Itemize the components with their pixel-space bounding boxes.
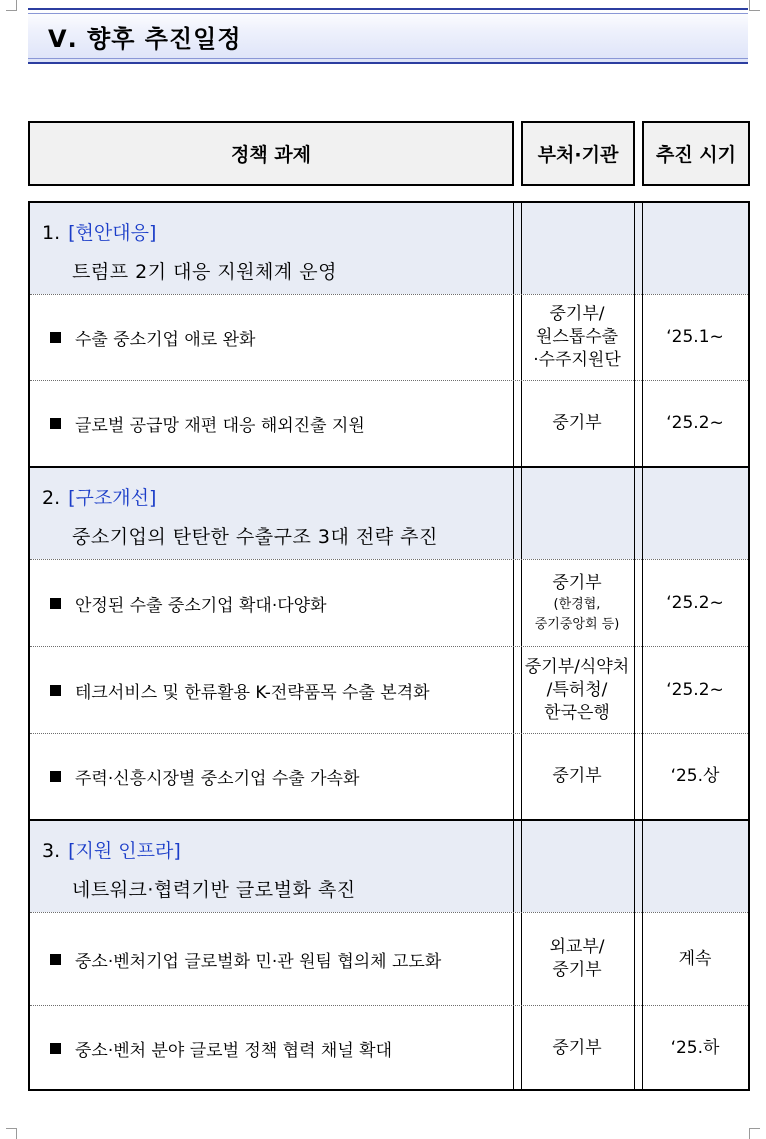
section-title-bar (28, 8, 748, 64)
category-tag: [지원 인프라] (68, 840, 181, 862)
category-number: 2. (42, 487, 61, 509)
task-text: 수출 중소기업 애로 완화 (75, 330, 256, 350)
dept-cell (521, 1006, 633, 1090)
dept-line: 중기부 (552, 572, 602, 593)
period-cell: ‘25.2~ (666, 592, 724, 613)
period-cell: ‘25.1~ (666, 327, 724, 347)
square-bullet-icon (50, 418, 61, 429)
table-row (28, 381, 750, 466)
category-number: 1. (42, 222, 61, 244)
task-item (50, 560, 327, 646)
category-number: 3. (42, 840, 61, 862)
dept-cell (521, 734, 633, 819)
page-corner-mark (6, 0, 17, 11)
square-bullet-icon (50, 1043, 61, 1054)
category-tag: [구조개선] (68, 487, 157, 509)
task-text: 글로벌 공급망 재편 대응 해외진출 지원 (75, 416, 365, 436)
dept-cell (521, 381, 633, 466)
dept-line: 중기부 (552, 960, 602, 980)
category-title: 중소기업의 탄탄한 수출구조 3대 전략 추진 (72, 526, 438, 548)
dept-line: 중기부 (552, 1037, 602, 1058)
category-heading (42, 483, 156, 510)
period-cell: ‘25.2~ (666, 413, 724, 433)
dept-note-line: 중기중앙회 등) (534, 616, 620, 632)
dept-line: 중기부 (552, 766, 602, 786)
dept-cell (521, 295, 633, 380)
section-title: Ⅴ. 향후 추진일정 (48, 25, 242, 53)
table-row (28, 647, 750, 733)
group-separator (28, 466, 750, 468)
dept-cell (521, 913, 633, 1005)
dept-cell (521, 647, 633, 733)
page-corner-mark (749, 1128, 760, 1139)
dept-note-line: (한경협, (553, 596, 601, 612)
task-text: 중소·벤처기업 글로벌화 민·관 원팀 협의체 고도화 (75, 951, 442, 972)
dept-line: 외교부/ (549, 937, 605, 957)
task-item (50, 913, 441, 1005)
dept-line: 중기부/ (549, 304, 605, 324)
header-dept: 부처·기관 (521, 121, 635, 186)
page-corner-mark (6, 1128, 17, 1139)
task-text: 테크서비스 및 한류활용 K-전략품목 수출 본격화 (75, 682, 430, 703)
table-row (28, 734, 750, 819)
square-bullet-icon (50, 685, 61, 696)
square-bullet-icon (50, 771, 61, 782)
dept-line: 한국은행 (544, 702, 610, 723)
page-corner-mark (749, 0, 760, 11)
dept-line: ·수주지원단 (533, 350, 621, 370)
square-bullet-icon (50, 954, 61, 965)
header-task: 정책 과제 (28, 121, 514, 186)
period-cell: ‘25.2~ (666, 679, 724, 700)
task-text: 안정된 수출 중소기업 확대·다양화 (75, 595, 327, 616)
task-item (50, 381, 365, 466)
period-cell: ‘25.하 (670, 1037, 720, 1058)
category-tag: [현안대응] (68, 222, 157, 244)
period-cell: ‘25.상 (670, 766, 720, 786)
dept-cell (521, 560, 633, 646)
square-bullet-icon (50, 598, 61, 609)
category-title: 네트워크·협력기반 글로벌화 촉진 (72, 879, 356, 901)
table-row (28, 560, 750, 646)
category-heading (42, 218, 156, 245)
dept-line: /특허청/ (546, 679, 608, 700)
dept-line: 원스톱수출 (535, 327, 619, 347)
task-item (50, 647, 430, 733)
period-cell: 계속 (678, 948, 712, 969)
table-row (28, 295, 750, 380)
square-bullet-icon (50, 332, 61, 343)
table-row (28, 913, 750, 1005)
task-item (50, 1006, 392, 1090)
group-separator (28, 819, 750, 821)
task-item (50, 734, 359, 819)
category-heading (42, 836, 181, 863)
header-period: 추진 시기 (642, 121, 750, 186)
task-text: 주력·신흥시장별 중소기업 수출 가속화 (75, 769, 360, 789)
category-title: 트럼프 2기 대응 지원체계 운영 (72, 261, 337, 283)
task-item (50, 295, 255, 380)
dept-line: 중기부/식약처 (524, 656, 630, 677)
task-text: 중소·벤처 분야 글로벌 정책 협력 채널 확대 (75, 1040, 393, 1061)
dept-line: 중기부 (552, 413, 602, 433)
table-row (28, 1006, 750, 1090)
